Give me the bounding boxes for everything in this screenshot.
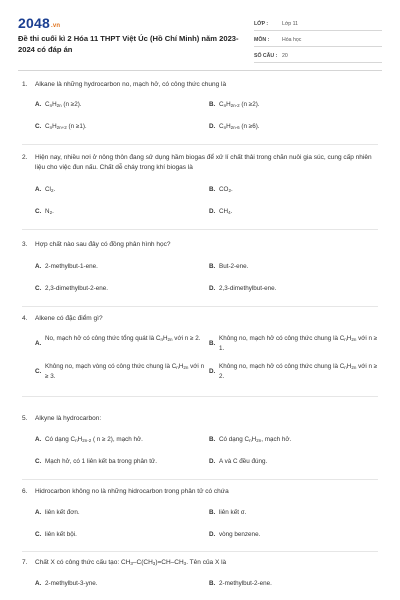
option-a[interactable]: A. Có dạng $C_nH_{2n-2}$ ( n ≥ 2), mạch hở. — [35, 436, 143, 443]
question-separator — [22, 306, 378, 307]
site-logo[interactable]: 2048.vn — [18, 15, 61, 31]
option-c[interactable]: C. 2,3-dimethylbut-2-ene. — [35, 285, 109, 292]
option-c[interactable]: C. Mạch hở, có 1 liên kết ba trong phân tử. — [35, 458, 157, 465]
option-a[interactable]: A. $Cl_2$. — [35, 186, 56, 193]
option-a[interactable]: A. 2-methylbut-1-ene. — [35, 263, 98, 270]
meta-question-count: SỐ CÂU : 20 — [254, 50, 382, 63]
option-b[interactable]: B. 2-methylbut-2-ene. — [209, 580, 272, 587]
option-d[interactable]: D. $CH_4$. — [209, 208, 233, 215]
option-c[interactable]: C. Không no, mạch vòng có công thức chung là $C_nH_{2n}$ với n ≥ 3. — [35, 363, 205, 380]
option-b[interactable]: B. $C_nH_{2n-2}$ (n ≥2). — [209, 101, 260, 108]
question-separator — [22, 396, 378, 397]
option-b[interactable]: B. $CO_2$. — [209, 186, 233, 193]
exam-title: Đề thi cuối kì 2 Hóa 11 THPT Việt Úc (Hồ Chí Minh) năm 2023-2024 có đáp án — [18, 34, 239, 54]
question-stem: Alkene có đặc điểm gì? — [35, 315, 103, 322]
question-stem: Hợp chất nào sau đây có đồng phân hình học? — [35, 241, 171, 248]
question-5: 5. Alkyne là hydrocarbon: A. Có dạng $C_nH_{2n-2}$ ( n ≥ 2), mạch hở. B. Có dạng $C_nH_{2n}$, mạch hở. C. Mạch hở, có 1 liên kết ba trong phân tử. D. A và C đều đúng. — [22, 414, 378, 424]
question-2: 2. Hiện nay, nhiều nơi ở nông thôn đang sử dụng hầm biogas để xử lí chất thải trong chăn nuôi gia súc, cung cấp nhiên liệu cho việc đun nấu. Chất dễ cháy trong khí biogas là A. $Cl_2$. B. $CO_2$. C. $N_2$. D. $CH_4$. — [22, 153, 378, 173]
option-a[interactable]: A. No, mạch hở có công thức tổng quát là $C_nH_{2n}$ với n ≥ 2. — [35, 335, 201, 347]
meta-class: LỚP : Lớp 11 — [254, 18, 382, 31]
question-separator — [22, 144, 378, 145]
question-stem: Alkyne là hydrocarbon: — [35, 415, 102, 422]
exam-meta — [254, 18, 382, 66]
question-6: 6. Hidrocarbon không no là những hidrocarbon trong phân tử có chứa A. liên kết đơn. B. liên kết σ. C. liên kết bội. D. vòng benzene. — [22, 487, 378, 497]
question-1: 1. Alkane là những hydrocarbon no, mạch hở, có công thức chung là A. $C_nH_{2n}$ (n ≥2). B. $C_nH_{2n-2}$ (n ≥2). C. $C_nH_{2n+2}$ (n ≥1). D. $C_nH_{2n-6}$ (n ≥6). — [22, 80, 378, 90]
question-3: 3. Hợp chất nào sau đây có đồng phân hình học? A. 2-methylbut-1-ene. B. But-2-ene. C. 2,3-dimethylbut-2-ene. D. 2,3-dimethylbut-ene. — [22, 240, 378, 250]
option-b[interactable]: B. liên kết σ. — [209, 509, 247, 516]
question-separator — [22, 479, 378, 480]
option-d[interactable]: D. vòng benzene. — [209, 531, 261, 538]
question-stem: Hiện nay, nhiều nơi ở nông thôn đang sử dụng hầm biogas để xử lí chất thải trong chăn nuôi gia súc, cung cấp nhiên liệu cho việc đun nấu. Chất dễ cháy trong khí biogas là — [35, 154, 372, 171]
question-4: 4. Alkene có đặc điểm gì? A. No, mạch hở có công thức tổng quát là $C_nH_{2n}$ với n ≥ 2. B. Không no, mạch hở có công thức chung là $C_nH_{2n}$ với n ≥ 1. C. Không no, mạch vòng có công thức chung là $C_nH_{2n}$ với n ≥ 3. D. Không no, mạch hở có công thức chung là $C_nH_{2n}$ với n ≥ 2. — [22, 314, 378, 324]
option-a[interactable]: A. liên kết đơn. — [35, 509, 80, 516]
option-d[interactable]: D. $C_nH_{2n-6}$ (n ≥6). — [209, 123, 260, 130]
question-stem: Hidrocarbon không no là những hidrocarbon trong phân tử có chứa — [35, 488, 229, 495]
question-separator — [22, 229, 378, 230]
header-divider — [18, 70, 382, 71]
option-c[interactable]: C. $C_nH_{2n+2}$ (n ≥1). — [35, 123, 87, 130]
question-stem: Alkane là những hydrocarbon no, mạch hở, có công thức chung là — [35, 81, 227, 88]
question-stem: Chất X có công thức cấu tạo: $CH_3-C(CH_3)=CH-CH_3$. Tên của X là — [35, 559, 227, 566]
option-b[interactable]: B. But-2-ene. — [209, 263, 249, 270]
option-a[interactable]: A. $C_nH_{2n}$ (n ≥2). — [35, 101, 82, 108]
option-c[interactable]: C. $N_2$. — [35, 208, 54, 215]
option-d[interactable]: D. A và C đều đúng. — [209, 458, 268, 465]
exam-header — [18, 12, 382, 64]
meta-subject: MÔN : Hóa học — [254, 34, 382, 47]
option-d[interactable]: D. 2,3-dimethylbut-ene. — [209, 285, 277, 292]
option-b[interactable]: B. Có dạng $C_nH_{2n}$, mạch hở. — [209, 436, 292, 443]
option-d[interactable]: D. Không no, mạch hở có công thức chung là $C_nH_{2n}$ với n ≥ 2. — [209, 363, 378, 380]
question-separator — [22, 551, 378, 552]
option-a[interactable]: A. 2-methylbut-3-yne. — [35, 580, 98, 587]
question-7: 7. Chất X có công thức cấu tạo: $CH_3-C(CH_3)=CH-CH_3$. Tên của X là A. 2-methylbut-3-yne. B. 2-methylbut-2-ene. — [22, 558, 378, 569]
option-b[interactable]: B. Không no, mạch hở có công thức chung là $C_nH_{2n}$ với n ≥ 1. — [209, 335, 378, 352]
option-c[interactable]: C. liên kết bội. — [35, 531, 77, 538]
